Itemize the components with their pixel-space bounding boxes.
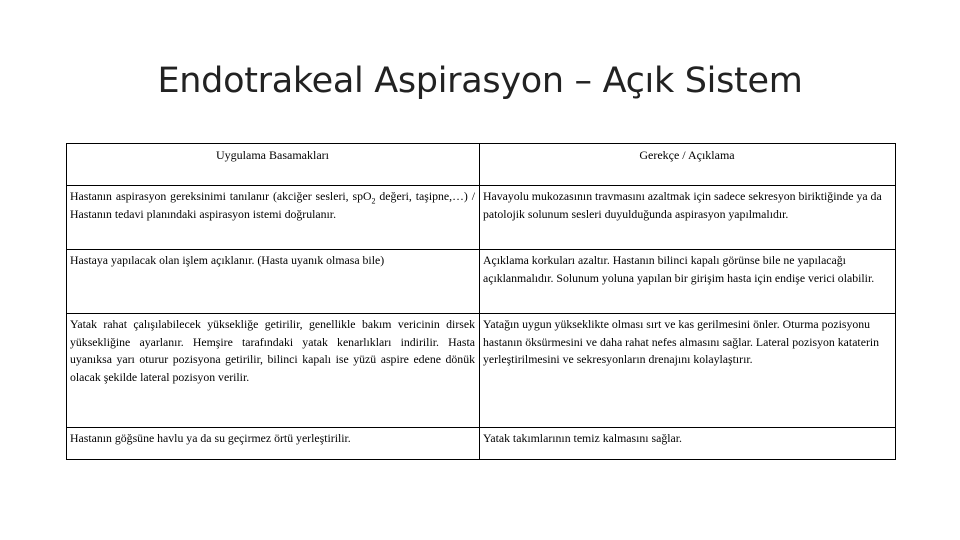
table-header-row: [67, 144, 896, 186]
step-text-continued: değeri, taşipne,…) / Hastanın tedavi planındaki aspirasyon istemi doğrulanır.: [70, 189, 475, 221]
table-row: [67, 428, 896, 460]
table-row: [67, 250, 896, 314]
header-steps: Uygulama Basamakları: [67, 144, 480, 186]
table-row: [67, 314, 896, 428]
step-subscript: 2: [371, 196, 376, 206]
step-cell: Yatak rahat çalışılabilecek yüksekliğe getirilir, genellikle bakım vericinin dirsek yüksekliğine ayarlanır. Hemşire tarafındaki yatak kenarlıkları indirilir. Hasta uyanıksa yarı oturur pozisyona getirilir, bilinci kapalı ise yüzü aspire edene dönük olacak şekilde lateral pozisyon verilir.: [67, 314, 480, 428]
slide-title: Endotrakeal Aspirasyon – Açık Sistem: [157, 61, 803, 101]
reason-cell: Havayolu mukozasının travmasını azaltmak için sadece sekresyon biriktiğinde ya da patolojik solunum sesleri duyulduğunda aspirasyon yapılmalıdır.: [480, 186, 896, 250]
reason-cell: Yatağın uygun yükseklikte olması sırt ve kas gerilmesini önler. Oturma pozisyonu hastanın öksürmesini ve daha rahat nefes almasını sağlar. Lateral pozisyon kataterin yerleştirilmesini ve sekresyonların drenajını kolaylaştırır.: [480, 314, 896, 428]
reason-cell: Yatak takımlarının temiz kalmasını sağlar.: [480, 428, 896, 460]
reason-cell: Açıklama korkuları azaltır. Hastanın bilinci kapalı görünse bile ne yapılacağı açıklanmalıdır. Solunum yoluna yapılan bir girişim hasta için endişe verici olabilir.: [480, 250, 896, 314]
table-row: [67, 186, 896, 250]
procedure-table: [66, 143, 896, 460]
step-cell: Hastanın göğsüne havlu ya da su geçirmez örtü yerleştirilir.: [67, 428, 480, 460]
step-text: Hastanın aspirasyon gereksinimi tanılanır (akciğer sesleri, spO: [70, 189, 372, 203]
step-cell: [67, 186, 480, 250]
header-rationale: Gerekçe / Açıklama: [480, 144, 896, 186]
step-cell: Hastaya yapılacak olan işlem açıklanır. (Hasta uyanık olmasa bile): [67, 250, 480, 314]
